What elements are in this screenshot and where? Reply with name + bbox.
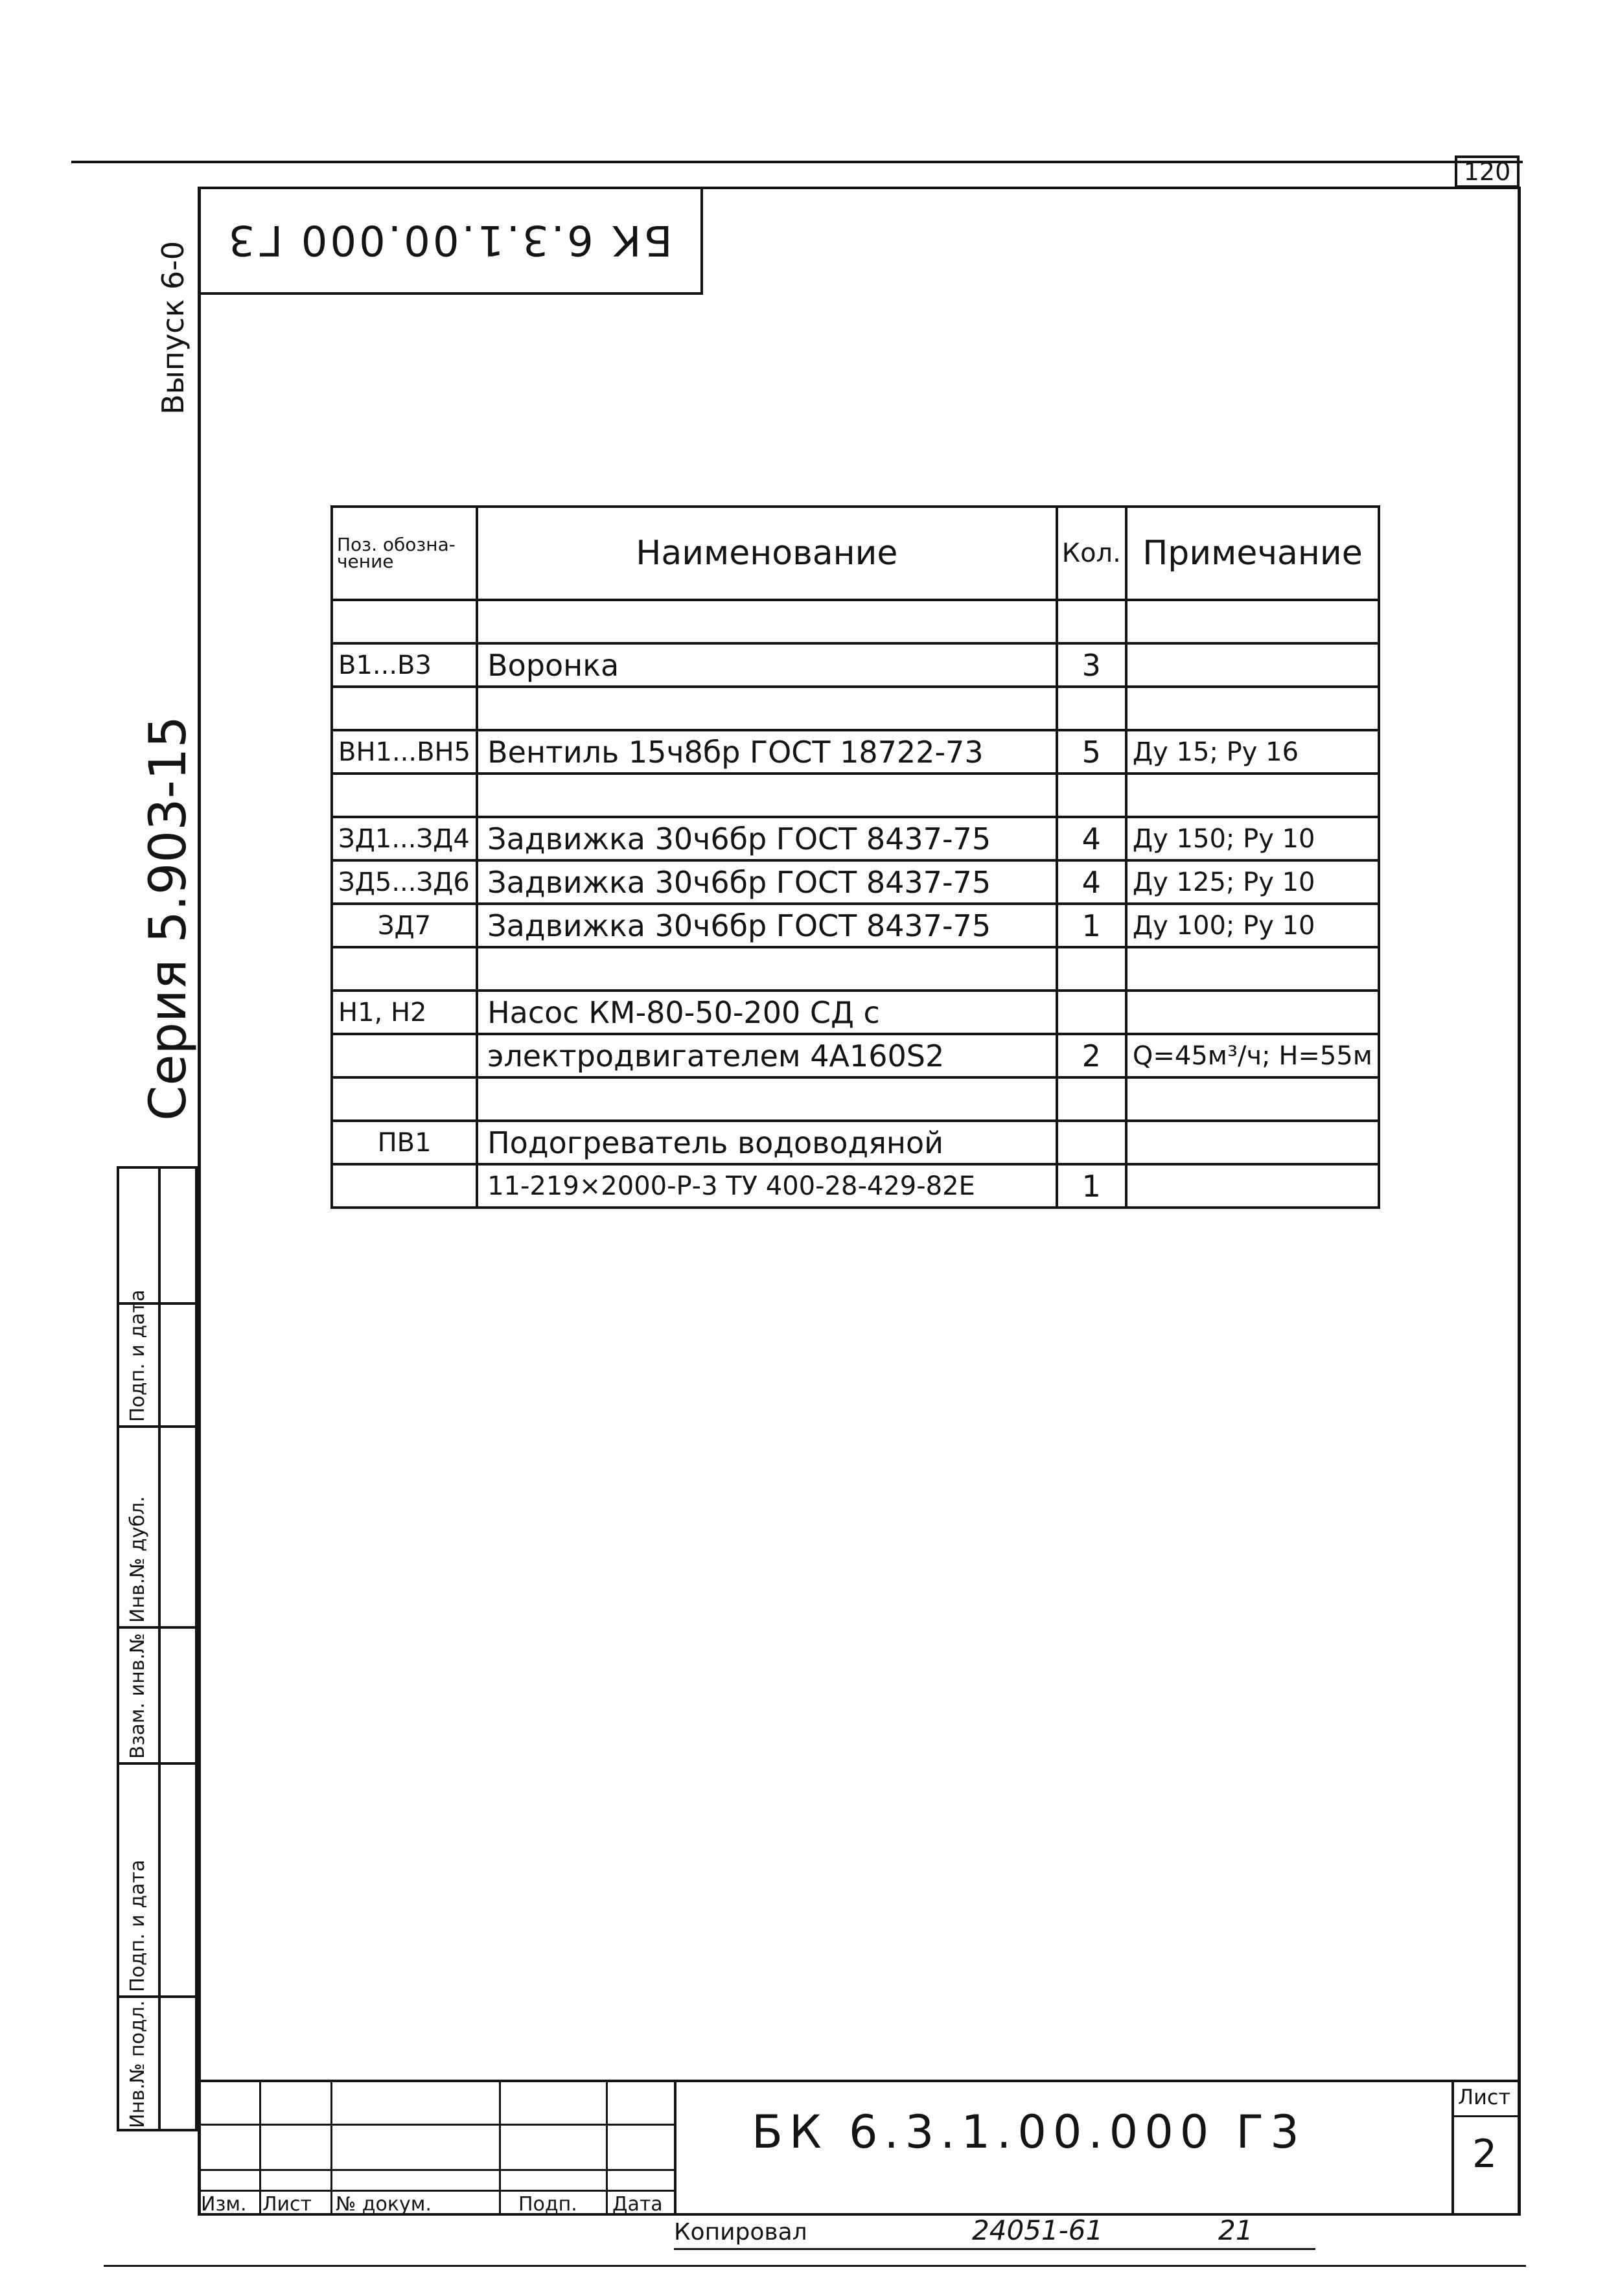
header-name: Наименование bbox=[477, 507, 1057, 600]
cell-note bbox=[1126, 643, 1379, 687]
table-row bbox=[332, 817, 1379, 860]
title-label-sheet: Лист bbox=[262, 2193, 312, 2216]
cell-position bbox=[332, 1077, 477, 1121]
stamp-label-replace-inv: Взам. инв.№ bbox=[126, 1633, 149, 1759]
cell-quantity bbox=[1057, 1077, 1126, 1121]
cell-name: 11-219×2000-Р-3 ТУ 400-28-429-82Е bbox=[477, 1164, 1057, 1208]
stamp-divider bbox=[158, 1166, 161, 2131]
table-row bbox=[332, 643, 1379, 687]
stamp-label-inv-original: Инв.№ подл. bbox=[126, 2000, 149, 2128]
title-block-row-line bbox=[198, 2169, 674, 2171]
cell-quantity: 1 bbox=[1057, 904, 1126, 947]
title-block-col-line bbox=[674, 2080, 676, 2213]
cell-position bbox=[332, 1164, 477, 1208]
title-block-col-line bbox=[330, 2080, 332, 2213]
cell-name: Задвижка 30ч6бр ГОСТ 8437-75 bbox=[477, 904, 1057, 947]
cell-name: Воронка bbox=[477, 643, 1057, 687]
cell-note: Q=45м³/ч; Н=55м bbox=[1126, 1034, 1379, 1077]
sheet-number: 2 bbox=[1472, 2131, 1497, 2177]
header-note: Примечание bbox=[1126, 507, 1379, 600]
title-block-top-line bbox=[198, 2080, 1521, 2082]
table-row bbox=[332, 1034, 1379, 1077]
cell-name bbox=[477, 1077, 1057, 1121]
cell-position: ЗД7 bbox=[332, 904, 477, 947]
cell-note: Ду 150; Ру 10 bbox=[1126, 817, 1379, 860]
title-block-col-line bbox=[1451, 2080, 1454, 2213]
cell-quantity bbox=[1057, 774, 1126, 817]
cell-position: В1...В3 bbox=[332, 643, 477, 687]
stamp-row-divider bbox=[117, 1762, 198, 1765]
cell-position bbox=[332, 687, 477, 730]
cell-name: Подогреватель водоводяной bbox=[477, 1121, 1057, 1164]
table-row bbox=[332, 1077, 1379, 1121]
title-block-col-line bbox=[606, 2080, 608, 2213]
footer-underline bbox=[674, 2248, 1315, 2250]
table-row bbox=[332, 904, 1379, 947]
rotated-code-box bbox=[198, 188, 703, 295]
cell-position: ВН1...ВН5 bbox=[332, 730, 477, 774]
corner-sheet-number: 120 bbox=[1455, 155, 1520, 188]
table-row bbox=[332, 947, 1379, 991]
cell-note bbox=[1126, 991, 1379, 1034]
cell-position bbox=[332, 774, 477, 817]
cell-note bbox=[1126, 687, 1379, 730]
cell-position bbox=[332, 600, 477, 643]
series-label: Серия 5.903-15 bbox=[139, 715, 198, 1121]
cell-position: ЗД1...ЗД4 bbox=[332, 817, 477, 860]
stamp-row-divider bbox=[117, 1995, 198, 1998]
title-block-sheet-divider bbox=[1451, 2115, 1521, 2117]
table-row bbox=[332, 1121, 1379, 1164]
table-row bbox=[332, 600, 1379, 643]
cell-quantity bbox=[1057, 1121, 1126, 1164]
title-label-date: Дата bbox=[612, 2193, 663, 2216]
title-block-row-line bbox=[198, 2190, 674, 2192]
cell-quantity: 2 bbox=[1057, 1034, 1126, 1077]
cell-note bbox=[1126, 1164, 1379, 1208]
cell-quantity bbox=[1057, 687, 1126, 730]
cell-quantity: 4 bbox=[1057, 860, 1126, 904]
cell-name: электродвигателем 4А160S2 bbox=[477, 1034, 1057, 1077]
table-row bbox=[332, 730, 1379, 774]
footer-copied-label: Копировал bbox=[674, 2219, 807, 2245]
title-block-row-line bbox=[198, 2124, 674, 2126]
issue-label: Выпуск 6-0 bbox=[156, 240, 191, 415]
bottom-border-line bbox=[104, 2265, 1526, 2267]
cell-note: Ду 125; Ру 10 bbox=[1126, 860, 1379, 904]
footer-doc-number: 24051-61 bbox=[972, 2214, 1104, 2246]
specification-table bbox=[330, 505, 1380, 1209]
stamp-label-sign-date: Подп. и дата bbox=[126, 1859, 149, 1992]
cell-name: Вентиль 15ч8бр ГОСТ 18722-73 bbox=[477, 730, 1057, 774]
stamp-row-divider bbox=[117, 1425, 198, 1428]
cell-note: Ду 15; Ру 16 bbox=[1126, 730, 1379, 774]
cell-note bbox=[1126, 1077, 1379, 1121]
cell-note bbox=[1126, 947, 1379, 991]
table-row bbox=[332, 1164, 1379, 1208]
cell-note: Ду 100; Ру 10 bbox=[1126, 904, 1379, 947]
cell-quantity: 1 bbox=[1057, 1164, 1126, 1208]
cell-quantity bbox=[1057, 991, 1126, 1034]
header-position: Поз. обозна- чение bbox=[332, 507, 477, 600]
cell-name: Задвижка 30ч6бр ГОСТ 8437-75 bbox=[477, 817, 1057, 860]
stamp-label-inv-duplicate: Инв.№ дубл. bbox=[126, 1496, 149, 1623]
cell-position bbox=[332, 947, 477, 991]
table-row bbox=[332, 991, 1379, 1034]
table-header-row bbox=[332, 507, 1379, 600]
cell-name: Задвижка 30ч6бр ГОСТ 8437-75 bbox=[477, 860, 1057, 904]
cell-note bbox=[1126, 600, 1379, 643]
cell-quantity: 3 bbox=[1057, 643, 1126, 687]
cell-quantity bbox=[1057, 947, 1126, 991]
footer-format: 21 bbox=[1218, 2214, 1253, 2246]
title-block-col-line bbox=[499, 2080, 501, 2213]
cell-quantity: 4 bbox=[1057, 817, 1126, 860]
rotated-code-text: БК 6.3.1.00.000 Г3 bbox=[225, 216, 673, 264]
cell-name bbox=[477, 600, 1057, 643]
top-border-line bbox=[71, 161, 1523, 163]
cell-name bbox=[477, 947, 1057, 991]
cell-position: ЗД5...ЗД6 bbox=[332, 860, 477, 904]
cell-name bbox=[477, 774, 1057, 817]
title-label-signature: Подп. bbox=[518, 2193, 577, 2216]
cell-name: Насос КМ-80-50-200 СД с bbox=[477, 991, 1057, 1034]
cell-quantity bbox=[1057, 600, 1126, 643]
cell-position: ПВ1 bbox=[332, 1121, 477, 1164]
cell-note bbox=[1126, 1121, 1379, 1164]
cell-quantity: 5 bbox=[1057, 730, 1126, 774]
stamp-row-divider bbox=[117, 1626, 198, 1629]
stamp-label-sign-date-2: Подп. и дата bbox=[126, 1289, 149, 1422]
sheet-label: Лист bbox=[1458, 2085, 1511, 2109]
title-label-change: Изм. bbox=[201, 2193, 247, 2216]
header-quantity: Кол. bbox=[1057, 507, 1126, 600]
document-designation: БК 6.3.1.00.000 Г3 bbox=[752, 2106, 1306, 2159]
cell-name bbox=[477, 687, 1057, 730]
table-row bbox=[332, 687, 1379, 730]
table-row bbox=[332, 774, 1379, 817]
title-block-col-line bbox=[259, 2080, 261, 2213]
title-label-doc-number: № докум. bbox=[336, 2193, 432, 2216]
table-row bbox=[332, 860, 1379, 904]
cell-note bbox=[1126, 774, 1379, 817]
cell-position bbox=[332, 1034, 477, 1077]
cell-position: Н1, Н2 bbox=[332, 991, 477, 1034]
